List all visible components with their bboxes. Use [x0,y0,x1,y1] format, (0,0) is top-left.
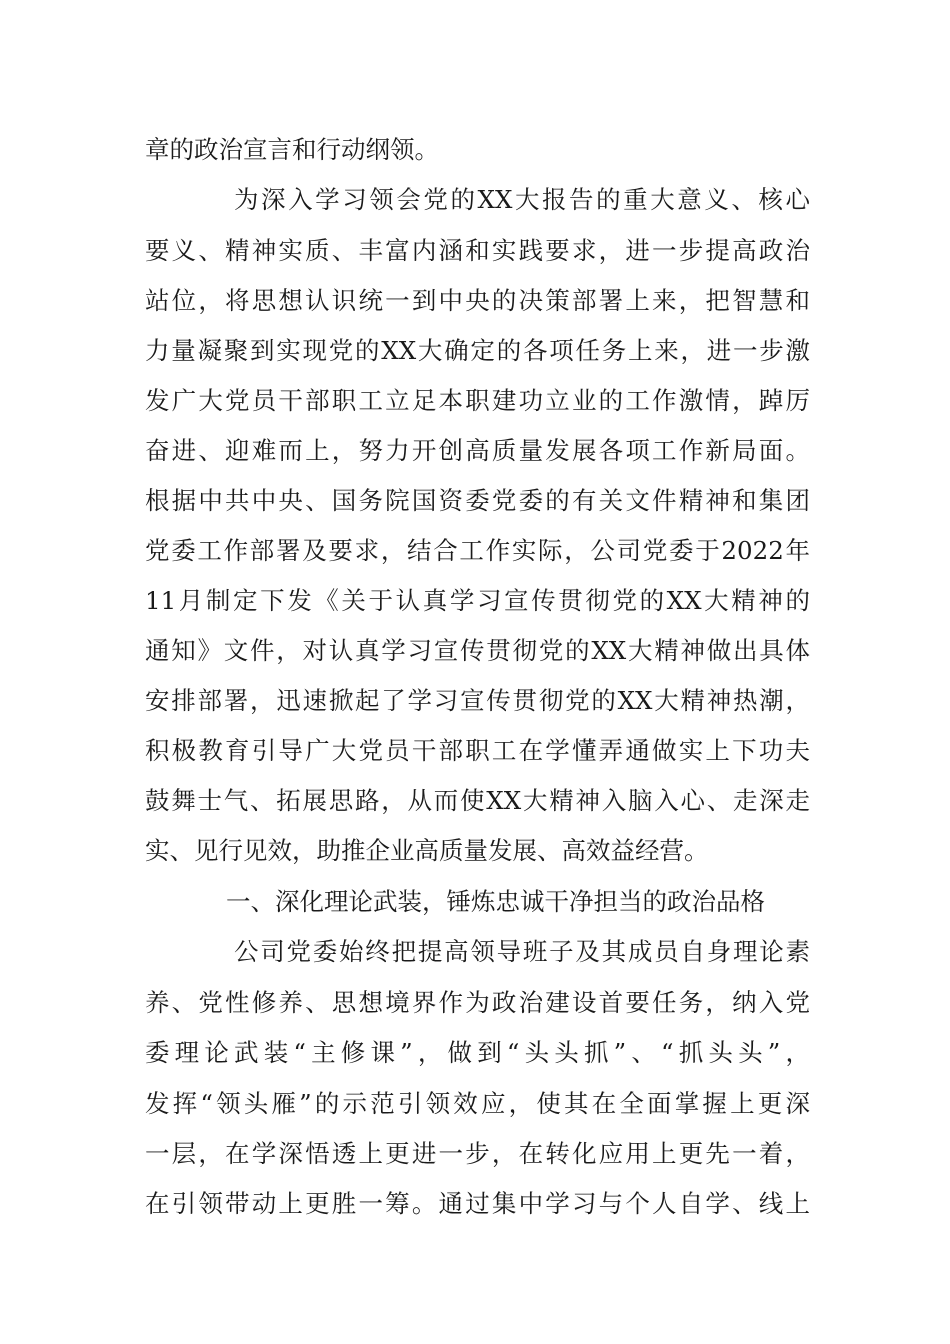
paragraph-line: 根据中共中央、国务院国资委党委的有关文件精神和集团 [145,486,810,515]
paragraph-line: 奋进、迎难而上，努力开创高质量发展各项工作新局面。 [145,436,810,465]
paragraph-line: 发广大党员干部职工立足本职建功立业的工作激情，踔厉 [145,386,810,415]
paragraph-line: 11月制定下发《关于认真学习宣传贯彻党的XX大精神的 [145,586,810,615]
paragraph-line: 安排部署，迅速掀起了学习宣传贯彻党的XX大精神热潮， [145,686,810,715]
paragraph-line: 一层，在学深悟透上更进一步，在转化应用上更先一着， [145,1139,810,1168]
paragraph-line: 党委工作部署及要求，结合工作实际，公司党委于2022年 [145,536,810,565]
paragraph-line: 鼓舞士气、拓展思路，从而使XX大精神入脑入心、走深走 [145,786,810,815]
paragraph-line: 养、党性修养、思想境界作为政治建设首要任务，纳入党 [145,988,810,1017]
paragraph-line: 为深入学习领会党的XX大报告的重大意义、核心 [234,185,810,214]
paragraph-line: 站位，将思想认识统一到中央的决策部署上来，把智慧和 [145,286,810,315]
paragraph-line: 力量凝聚到实现党的XX大确定的各项任务上来，进一步激 [145,336,810,365]
paragraph-line: 实、见行见效，助推企业高质量发展、高效益经营。 [145,836,709,865]
paragraph-line: 委理论武装“主修课”，做到“头头抓”、“抓头头”， [145,1038,810,1067]
paragraph-line: 公司党委始终把提高领导班子及其成员自身理论素 [234,937,810,966]
paragraph-line: 要义、精神实质、丰富内涵和实践要求，进一步提高政治 [145,236,810,265]
paragraph-line: 在引领带动上更胜一筹。通过集中学习与个人自学、线上 [145,1189,810,1218]
paragraph-line: 积极教育引导广大党员干部职工在学懂弄通做实上下功夫 [145,736,810,765]
paragraph-line: 通知》文件，对认真学习宣传贯彻党的XX大精神做出具体 [145,636,810,665]
section-heading: 一、深化理论武装，锤炼忠诚干净担当的政治品格 [226,887,765,916]
paragraph-line: 发挥“领头雁”的示范引领效应，使其在全面掌握上更深 [145,1089,810,1118]
paragraph-line: 章的政治宣言和行动纲领。 [145,135,439,164]
